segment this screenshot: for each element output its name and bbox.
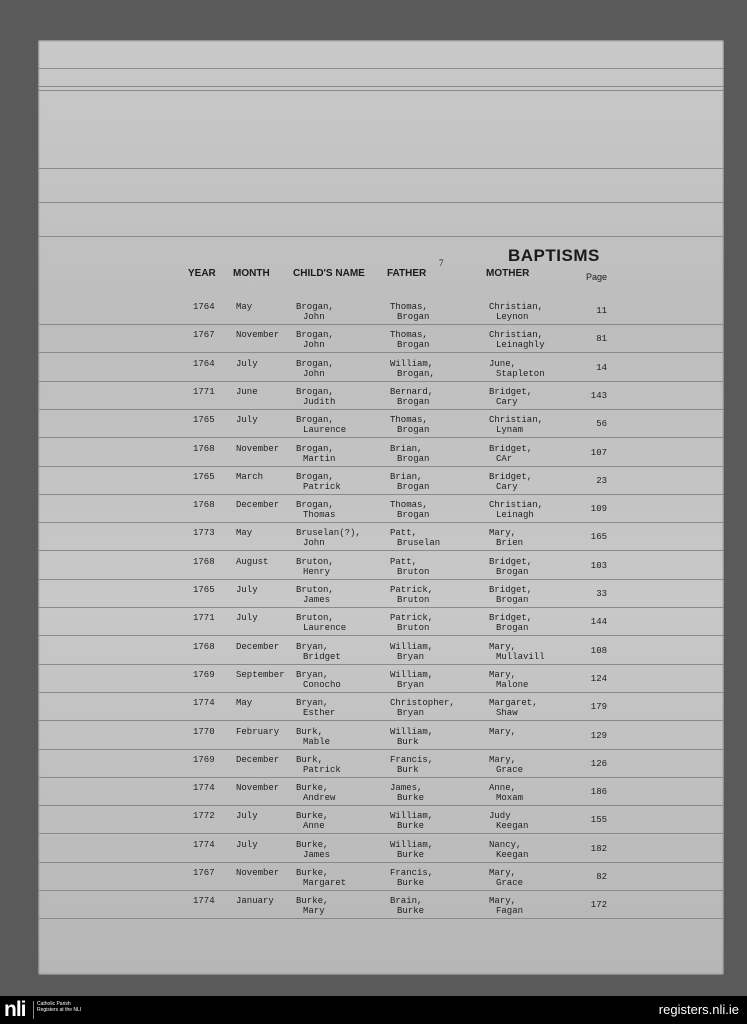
- row-mother-forename: June,: [489, 358, 517, 369]
- row-year: 1770: [193, 726, 215, 737]
- row-child-surname: Bryan,: [296, 641, 329, 652]
- row-year: 1769: [193, 669, 215, 680]
- row-mother-forename: Mary,: [489, 896, 517, 907]
- row-father-surname: Bryan: [397, 651, 425, 662]
- row-page: 179: [590, 702, 607, 713]
- row-mother-surname: Brogan: [496, 595, 529, 605]
- row-rule: [38, 749, 724, 750]
- row-month: June: [236, 386, 258, 397]
- row-month: December: [236, 500, 280, 511]
- row-child-forename: Bridget: [303, 651, 341, 662]
- row-rule: [38, 550, 724, 551]
- row-father-surname: Burke: [397, 793, 425, 804]
- row-month: July: [236, 839, 258, 850]
- header-child: CHILD'S NAME: [293, 268, 365, 279]
- row-father-forename: William,: [390, 726, 434, 737]
- row-father-surname: Brogan: [397, 510, 430, 521]
- row-child-forename: John: [303, 538, 325, 549]
- row-father-surname: Burke: [397, 906, 425, 917]
- row-mother-surname: Grace: [496, 878, 524, 888]
- row-rule: [38, 720, 724, 721]
- row-rule: [38, 352, 724, 353]
- row-father-forename: Brain,: [390, 896, 423, 907]
- row-page: 124: [590, 673, 607, 684]
- page-mark: 7: [439, 258, 444, 268]
- row-page: 107: [590, 447, 607, 458]
- row-father-surname: Brogan: [397, 481, 430, 492]
- row-child-surname: Burke,: [296, 783, 329, 794]
- row-child-surname: Brogan,: [296, 358, 334, 369]
- row-mother-surname: CAr: [496, 453, 513, 464]
- row-year: 1765: [193, 415, 215, 426]
- page-title: BAPTISMS: [508, 246, 600, 265]
- row-mother-surname: Leinagh: [496, 510, 534, 521]
- row-page: 165: [590, 532, 607, 543]
- row-father-surname: Burk: [397, 736, 419, 747]
- row-page: 143: [590, 390, 607, 401]
- row-rule: [38, 494, 724, 495]
- row-year: 1773: [193, 528, 215, 539]
- row-mother-forename: Anne,: [489, 783, 517, 794]
- register-page: [38, 40, 724, 975]
- row-child-surname: Burke,: [296, 811, 329, 822]
- row-page: 109: [590, 504, 607, 515]
- row-father-forename: Patrick,: [390, 613, 434, 624]
- row-father-forename: Patrick,: [390, 585, 434, 595]
- row-father-surname: Brogan,: [397, 368, 435, 379]
- row-mother-surname: Stapleton: [496, 368, 545, 379]
- row-page: 126: [590, 758, 607, 769]
- row-father-forename: William,: [390, 358, 434, 369]
- row-mother-forename: Mary,: [489, 528, 517, 539]
- row-rule: [38, 805, 724, 806]
- row-year: 1774: [193, 896, 215, 907]
- header-father: FATHER: [387, 268, 427, 279]
- row-mother-forename: Christian,: [489, 330, 544, 341]
- row-mother-surname: Cary: [496, 481, 518, 492]
- row-rule: [38, 635, 724, 636]
- row-mother-forename: Bridget,: [489, 613, 533, 624]
- row-month: July: [236, 415, 258, 426]
- row-month: November: [236, 443, 280, 454]
- row-mother-forename: Bridget,: [489, 386, 533, 397]
- ruled-line: [38, 86, 724, 87]
- row-page: 172: [590, 900, 607, 911]
- row-mother-surname: Leinaghly: [496, 340, 545, 351]
- row-mother-surname: Grace: [496, 764, 524, 775]
- row-mother-forename: Bridget,: [489, 443, 533, 454]
- row-mother-surname: Fagan: [496, 906, 524, 917]
- row-child-surname: Brogan,: [296, 471, 334, 482]
- row-rule: [38, 466, 724, 467]
- row-page: 108: [590, 645, 607, 656]
- logo-caption: Catholic Parish Registers at the NLI: [37, 1001, 82, 1013]
- row-child-forename: Mary: [303, 906, 325, 917]
- header-month: MONTH: [233, 268, 270, 279]
- row-year: 1768: [193, 500, 215, 511]
- row-father-forename: William,: [390, 669, 434, 680]
- row-year: 1774: [193, 783, 215, 794]
- row-mother-forename: Christian,: [489, 500, 544, 511]
- row-mother-surname: Brien: [496, 538, 524, 549]
- row-rule: [38, 918, 724, 919]
- row-mother-surname: Brogan: [496, 566, 529, 577]
- row-month: December: [236, 754, 280, 765]
- row-child-surname: Burk,: [296, 754, 324, 765]
- row-rule: [38, 381, 724, 382]
- row-month: March: [236, 471, 264, 482]
- row-child-surname: Brogan,: [296, 500, 334, 511]
- row-rule: [38, 664, 724, 665]
- header-page: Page: [586, 272, 608, 282]
- row-father-surname: Burke: [397, 849, 425, 860]
- row-mother-surname: Shaw: [496, 708, 518, 719]
- row-father-forename: Francis,: [390, 868, 434, 878]
- row-mother-forename: Mary,: [489, 641, 517, 652]
- row-year: 1768: [193, 443, 215, 454]
- row-mother-surname: Brogan: [496, 623, 529, 634]
- row-page: 81: [596, 334, 607, 345]
- row-child-forename: Anne: [303, 821, 325, 832]
- row-child-surname: Brogan,: [296, 386, 334, 397]
- ruled-line: [38, 90, 724, 91]
- row-page: 155: [590, 815, 607, 826]
- row-child-surname: Brogan,: [296, 330, 334, 341]
- header-mother: MOTHER: [486, 268, 530, 279]
- row-father-surname: Burk: [397, 764, 419, 775]
- row-child-forename: Patrick: [303, 481, 341, 492]
- row-father-surname: Brogan: [397, 312, 430, 322]
- row-mother-forename: Margaret,: [489, 698, 538, 709]
- row-child-forename: John: [303, 312, 325, 322]
- row-child-forename: Conocho: [303, 679, 341, 690]
- row-father-surname: Burke: [397, 878, 425, 888]
- row-month: May: [236, 302, 253, 312]
- row-child-forename: Thomas: [303, 510, 336, 521]
- row-page: 33: [596, 589, 607, 599]
- row-year: 1774: [193, 839, 215, 850]
- logo-divider: [33, 1001, 34, 1019]
- row-rule: [38, 777, 724, 778]
- row-year: 1764: [193, 302, 215, 312]
- row-mother-surname: Keegan: [496, 849, 529, 860]
- row-child-surname: Brogan,: [296, 443, 334, 454]
- row-child-forename: James: [303, 595, 331, 605]
- row-rule: [38, 324, 724, 325]
- row-rule: [38, 437, 724, 438]
- row-month: May: [236, 528, 253, 539]
- row-child-surname: Burke,: [296, 896, 329, 907]
- row-mother-forename: Bridget,: [489, 585, 533, 595]
- row-month: July: [236, 811, 258, 822]
- row-child-forename: Henry: [303, 566, 331, 577]
- row-child-surname: Bruton,: [296, 556, 334, 567]
- row-child-forename: Laurence: [303, 425, 347, 436]
- row-page: 186: [590, 787, 607, 798]
- row-mother-surname: Malone: [496, 679, 529, 690]
- row-mother-surname: Cary: [496, 396, 518, 407]
- row-father-forename: Thomas,: [390, 415, 428, 426]
- ruled-line: [38, 202, 724, 203]
- row-rule: [38, 833, 724, 834]
- row-year: 1767: [193, 868, 215, 878]
- row-year: 1764: [193, 358, 215, 369]
- row-father-surname: Bryan: [397, 708, 425, 719]
- row-child-forename: John: [303, 340, 325, 351]
- row-father-forename: Patt,: [390, 528, 418, 539]
- row-rule: [38, 409, 724, 410]
- row-father-forename: Brian,: [390, 443, 423, 454]
- row-month: August: [236, 556, 269, 567]
- row-child-surname: Burke,: [296, 868, 329, 878]
- row-mother-forename: Bridget,: [489, 556, 533, 567]
- nli-logo: nli: [4, 998, 26, 1021]
- row-child-forename: Margaret: [303, 878, 347, 888]
- header-year: YEAR: [188, 268, 216, 279]
- site-link[interactable]: registers.nli.ie: [658, 1002, 739, 1017]
- row-father-surname: Brogan: [397, 425, 430, 436]
- row-rule: [38, 607, 724, 608]
- row-year: 1774: [193, 698, 215, 709]
- row-mother-surname: Lynam: [496, 425, 524, 436]
- row-child-surname: Bruton,: [296, 613, 334, 624]
- row-page: 56: [596, 419, 607, 430]
- row-father-forename: William,: [390, 811, 434, 822]
- row-child-forename: Mable: [303, 736, 331, 747]
- row-mother-forename: Judy: [489, 811, 511, 822]
- row-father-surname: Burke: [397, 821, 425, 832]
- row-child-forename: Martin: [303, 453, 336, 464]
- row-child-surname: Burke,: [296, 839, 329, 850]
- row-mother-forename: Nancy,: [489, 839, 522, 850]
- row-mother-forename: Mary,: [489, 669, 517, 680]
- row-month: November: [236, 783, 280, 794]
- row-mother-forename: Christian,: [489, 415, 544, 426]
- ruled-line: [38, 68, 724, 69]
- row-page: 144: [590, 617, 607, 628]
- row-father-forename: William,: [390, 641, 434, 652]
- row-page: 14: [596, 362, 607, 373]
- row-father-forename: Thomas,: [390, 500, 428, 511]
- row-child-surname: Bryan,: [296, 669, 329, 680]
- row-year: 1767: [193, 330, 215, 341]
- row-mother-forename: Bridget,: [489, 471, 533, 482]
- row-mother-surname: Mullavill: [496, 651, 545, 662]
- row-mother-forename: Christian,: [489, 302, 544, 312]
- row-father-surname: Bruton: [397, 566, 430, 577]
- row-year: 1768: [193, 641, 215, 652]
- row-year: 1772: [193, 811, 215, 822]
- row-child-surname: Burk,: [296, 726, 324, 737]
- row-child-surname: Bruton,: [296, 585, 334, 595]
- row-month: July: [236, 585, 258, 595]
- row-father-surname: Brogan: [397, 396, 430, 407]
- row-child-forename: John: [303, 368, 325, 379]
- row-father-forename: Thomas,: [390, 302, 428, 312]
- row-page: 82: [596, 872, 607, 882]
- row-mother-surname: Moxam: [496, 793, 524, 804]
- row-child-forename: James: [303, 849, 331, 860]
- footer-bar: [0, 996, 747, 1024]
- row-month: December: [236, 641, 280, 652]
- row-page: 103: [590, 560, 607, 571]
- row-month: May: [236, 698, 253, 709]
- row-month: July: [236, 358, 258, 369]
- row-mother-surname: Leynon: [496, 312, 529, 322]
- row-rule: [38, 522, 724, 523]
- row-father-forename: Brian,: [390, 471, 423, 482]
- row-mother-surname: Keegan: [496, 821, 529, 832]
- row-mother-forename: Mary,: [489, 868, 517, 878]
- ruled-line: [38, 168, 724, 169]
- row-child-surname: Bryan,: [296, 698, 329, 709]
- row-month: November: [236, 330, 280, 341]
- row-child-forename: Patrick: [303, 764, 341, 775]
- row-father-forename: Patt,: [390, 556, 418, 567]
- row-month: September: [236, 669, 285, 680]
- row-month: November: [236, 868, 280, 878]
- row-month: July: [236, 613, 258, 624]
- row-father-forename: Bernard,: [390, 386, 434, 397]
- row-year: 1768: [193, 556, 215, 567]
- row-father-surname: Brogan: [397, 453, 430, 464]
- row-father-forename: Christopher,: [390, 698, 455, 709]
- row-child-forename: Laurence: [303, 623, 347, 634]
- row-father-surname: Bryan: [397, 679, 425, 690]
- row-page: 129: [590, 730, 607, 741]
- row-rule: [38, 579, 724, 580]
- row-mother-forename: Mary,: [489, 726, 517, 737]
- row-father-forename: Francis,: [390, 754, 434, 765]
- row-father-surname: Brogan: [397, 340, 430, 351]
- row-child-surname: Brogan,: [296, 302, 334, 312]
- row-year: 1765: [193, 471, 215, 482]
- row-rule: [38, 862, 724, 863]
- row-father-surname: Bruton: [397, 595, 430, 605]
- row-child-forename: Esther: [303, 708, 336, 719]
- row-father-forename: Thomas,: [390, 330, 428, 341]
- row-rule: [38, 692, 724, 693]
- row-child-surname: Brogan,: [296, 415, 334, 426]
- row-child-forename: Judith: [303, 396, 336, 407]
- row-page: 182: [590, 843, 607, 854]
- row-child-surname: Bruselan(?),: [296, 528, 361, 539]
- row-year: 1765: [193, 585, 215, 595]
- row-page: 23: [596, 475, 607, 486]
- row-father-forename: William,: [390, 839, 434, 850]
- row-month: February: [236, 726, 280, 737]
- row-father-forename: James,: [390, 783, 423, 794]
- row-mother-forename: Mary,: [489, 754, 517, 765]
- row-year: 1771: [193, 613, 215, 624]
- ruled-line: [38, 236, 724, 237]
- row-rule: [38, 890, 724, 891]
- row-page: 11: [596, 306, 607, 316]
- row-father-surname: Bruselan: [397, 538, 441, 549]
- row-child-forename: Andrew: [303, 793, 336, 804]
- row-year: 1771: [193, 386, 215, 397]
- row-year: 1769: [193, 754, 215, 765]
- row-father-surname: Bruton: [397, 623, 430, 634]
- row-month: January: [236, 896, 274, 907]
